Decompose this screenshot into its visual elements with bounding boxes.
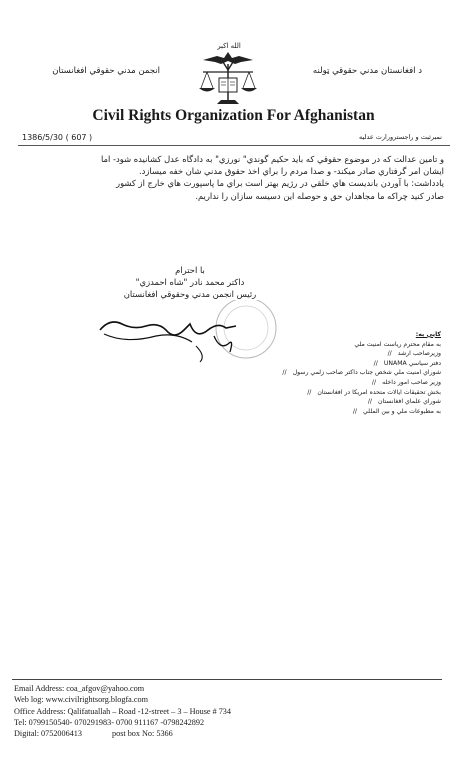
cc-ditto: // (373, 359, 378, 367)
cc-item-text: وزير صاحب امور داخله (382, 378, 441, 386)
cc-item (226, 378, 441, 388)
cc-item (226, 359, 441, 369)
office-address: Office Address: Qalifatuallah – Road -12-street – 3 – House # 734 (14, 706, 231, 716)
weblog-address: Web log: www.civilrightsorg.blogfa.com (14, 695, 148, 705)
cc-item (226, 407, 441, 417)
registration-subtitle: نمبرثبت و راجسترورارت عدليه (359, 133, 442, 141)
cc-item (226, 388, 441, 398)
allah-akbar-text: الله اکبر (217, 42, 241, 50)
closing-block (120, 264, 260, 301)
body-line: ايشان امر گرفتاري صادر ميكند- و صدا مردم را براي اخذ حقوق مدني شان خفه ميسازد. (138, 166, 444, 177)
eagle-scales-emblem-icon (193, 48, 263, 110)
copy-to-list (226, 330, 441, 416)
cc-ditto: // (387, 350, 392, 358)
cc-ditto: // (282, 369, 287, 377)
cc-ditto: // (307, 388, 312, 396)
cc-item-text: بخش تحقيقات ايالات متحده امريكا در افغانستان (317, 388, 441, 396)
footer-divider (12, 679, 442, 680)
signer-name: داكتر محمد نادر "شاه احمدزي" (135, 277, 245, 288)
cc-item-text: دفتر سياسي UNAMA (383, 359, 441, 367)
cc-item-text: به مطبوعات ملي و بين المللي (363, 407, 441, 415)
cc-item (226, 349, 441, 359)
email-address: Email Address: coa_afgov@yahoo.com (14, 684, 145, 693)
cc-item (226, 368, 441, 378)
regards-text: با احترام (175, 265, 205, 275)
cc-item-text: شوراي امنيت ملي شخص جناب داكتر صاحب زلمي رسول (292, 369, 441, 377)
digital-number: Digital: 0752006413 (14, 729, 82, 739)
letter-body (14, 153, 444, 202)
contact-footer (14, 683, 334, 739)
cc-item (226, 340, 441, 350)
org-english-name: Civil Rights Organization For Afghanistan (92, 107, 375, 124)
cc-item-text: وزيرصاحب ارشد (397, 350, 441, 358)
cc-item-text: شوراي علماي افغانستان (378, 398, 441, 406)
body-line: و تامين عدالت كه در موضوع حقوقي كه بايد حكيم گوندي" نورزي" به دادگاه عدل كشانيده شود- اما (100, 154, 444, 164)
signer-title: رئيس انجمن مدني وحقوقي افغانستان (123, 289, 257, 300)
cc-ditto: // (367, 398, 372, 406)
cc-item-text: به مقام محترم رياست امنيت ملي (354, 340, 441, 348)
cc-item (226, 397, 441, 407)
post-box: post box No: 5366 (112, 729, 173, 739)
body-line: يادداشت: با آوردن بانديست هاي خلقي در رژيم بهتر است براي ما پاسپورت هاي خارج از كشور (116, 178, 444, 189)
telephone-numbers: Tel: 0799150540- 070291983- 0700 911167 -0798242892 (14, 717, 205, 727)
cc-heading: كاپي به: (415, 331, 441, 338)
dari-org-title: انجمن مدني حقوقي افغانستان (52, 66, 160, 76)
reference-number: 1386/5/30 ( 607 ) (22, 133, 93, 142)
body-line: صادر كنيد چراكه ما مجاهدان حق و حوصله اين دسيسه سازان را نداريم. (195, 190, 444, 201)
header-divider (18, 145, 450, 146)
cc-ditto: // (352, 407, 358, 415)
cc-ditto: // (371, 378, 377, 386)
pashto-org-title: د افغانستان مدني حقوقي ټولنه (312, 66, 422, 76)
digital-and-pobox (14, 728, 334, 739)
